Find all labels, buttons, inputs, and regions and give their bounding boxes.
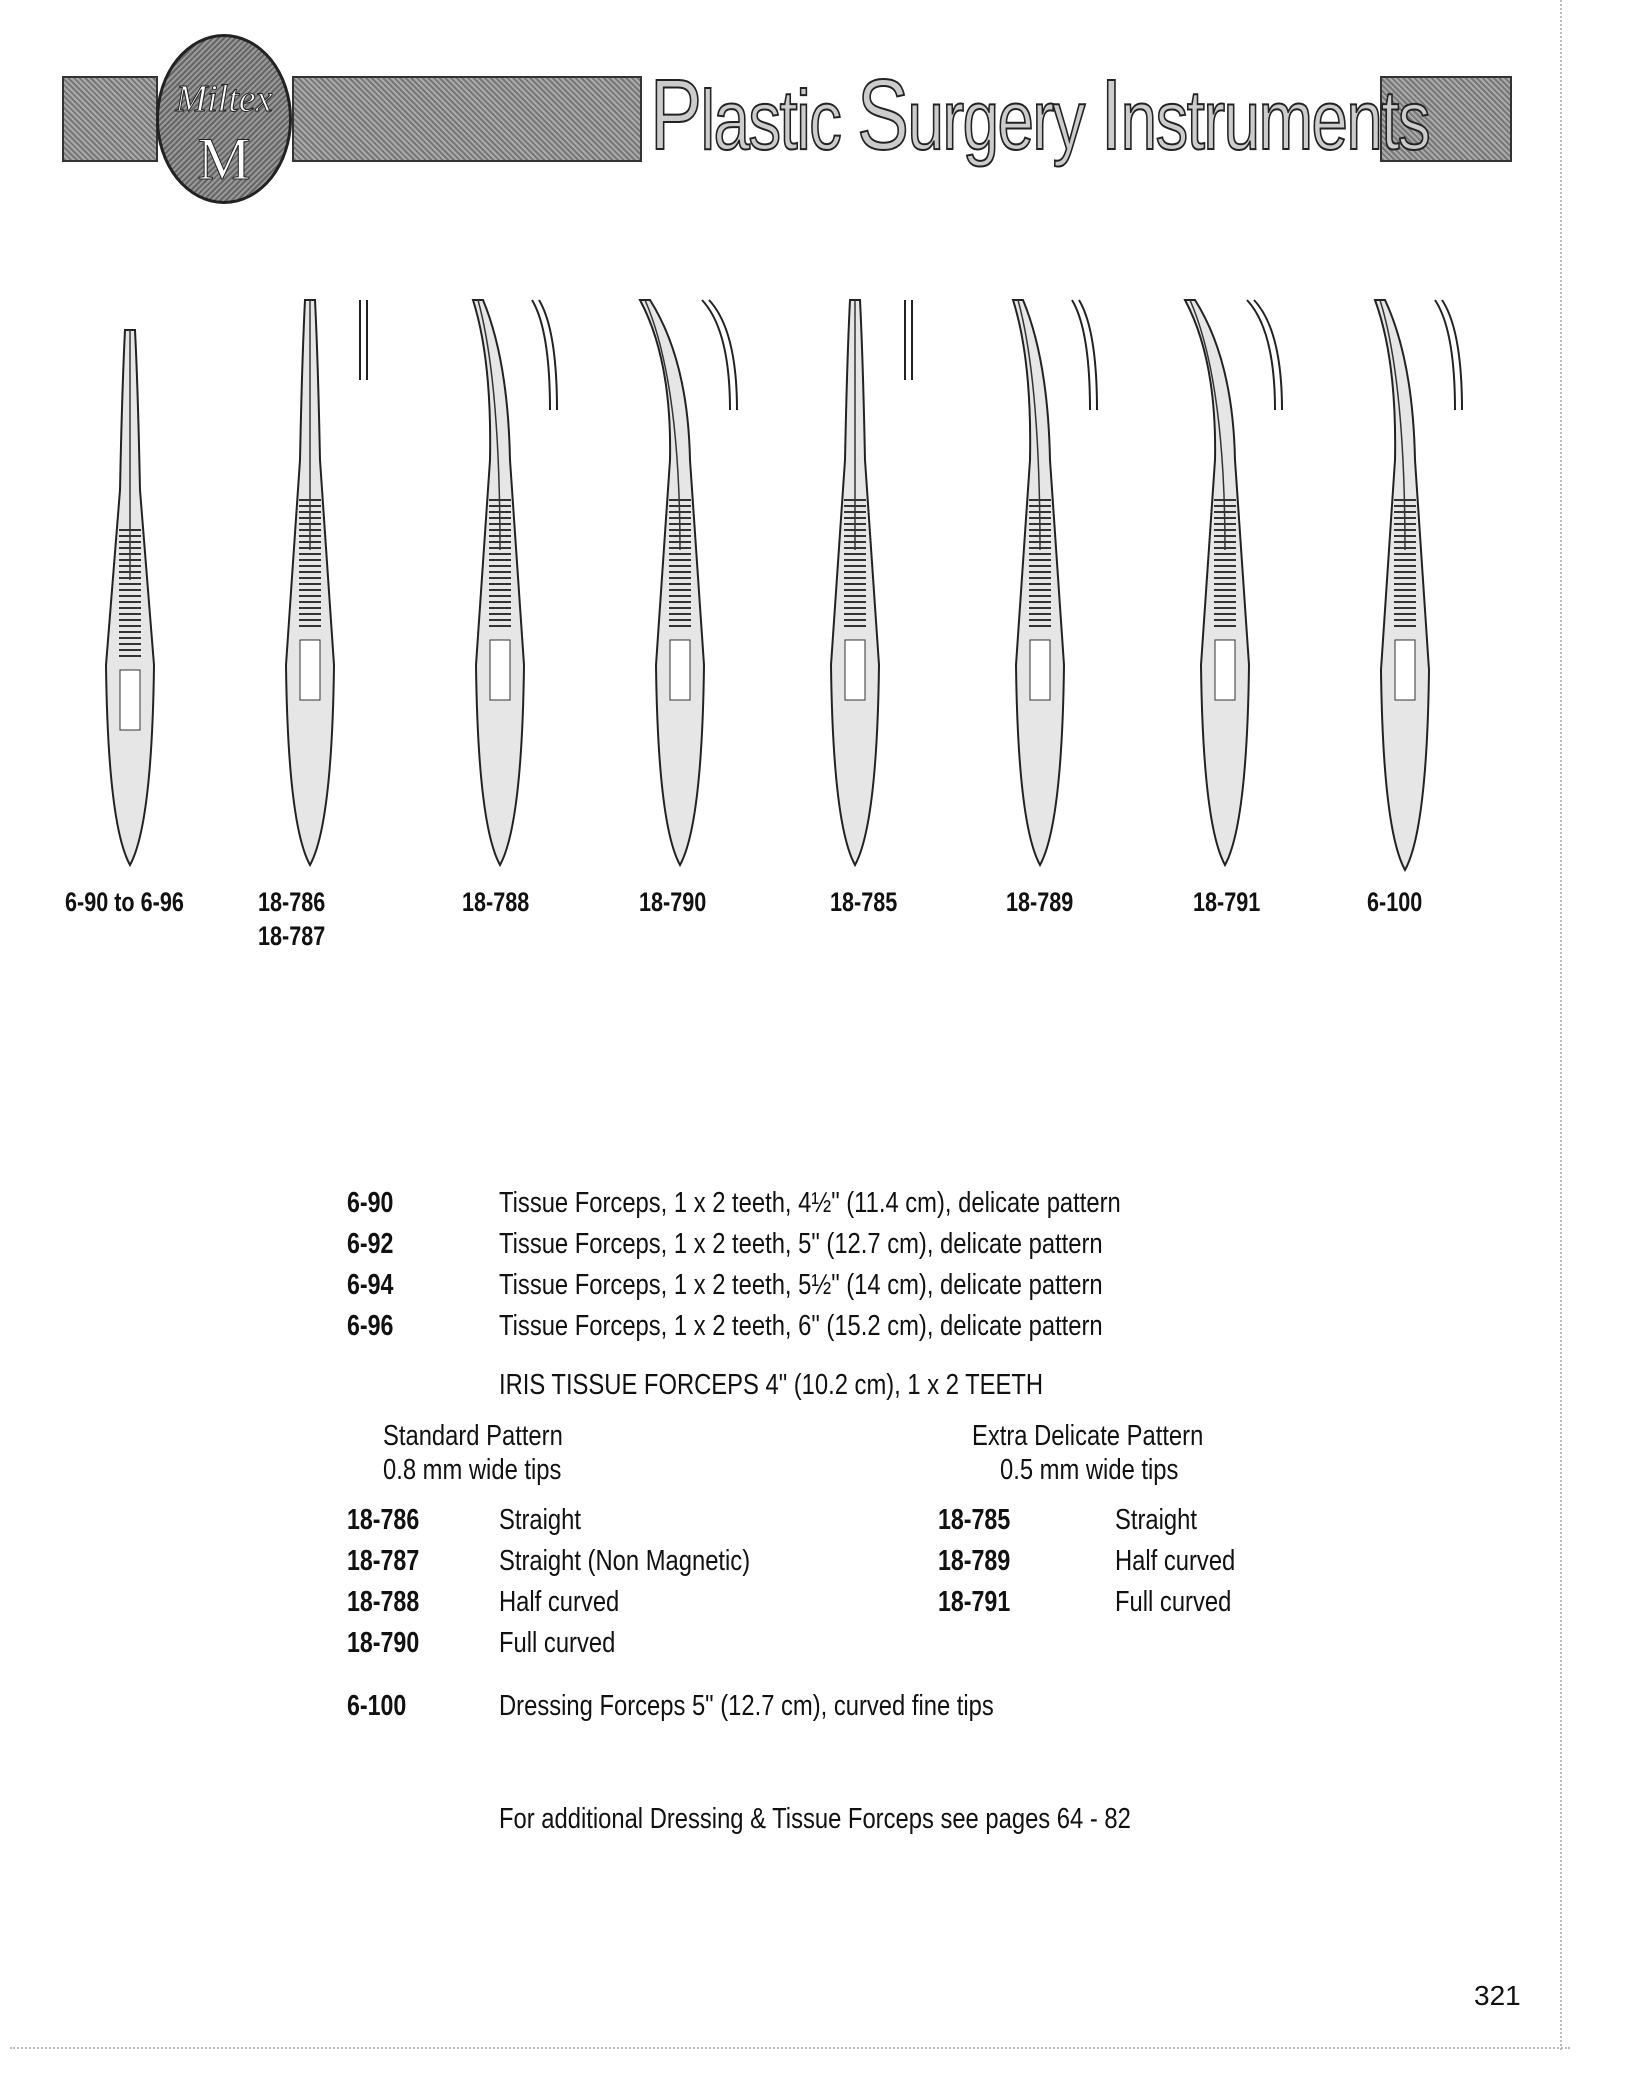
page-edge-bottom bbox=[10, 2047, 1570, 2049]
product-code: 18-785 bbox=[938, 1504, 1011, 1536]
figure-label: 18-788 bbox=[462, 887, 530, 917]
product-code: 18-791 bbox=[938, 1586, 1011, 1618]
product-code: 6-92 bbox=[347, 1228, 394, 1260]
product-description: Full curved bbox=[1115, 1586, 1232, 1618]
product-description: Dressing Forceps 5" (12.7 cm), curved fine tips bbox=[499, 1690, 994, 1722]
title-text: nstruments bbox=[1120, 73, 1430, 167]
product-description: Full curved bbox=[499, 1627, 616, 1659]
title-text: urgery bbox=[907, 73, 1101, 167]
title-text: lastic bbox=[700, 73, 858, 167]
forceps-illustration bbox=[286, 300, 367, 865]
product-description: Tissue Forceps, 1 x 2 teeth, 6" (15.2 cm), delicate pattern bbox=[499, 1310, 1103, 1342]
product-code: 18-790 bbox=[347, 1627, 420, 1659]
product-code: 18-788 bbox=[347, 1586, 420, 1618]
instrument-illustrations bbox=[0, 280, 1560, 880]
page-edge-right bbox=[1560, 0, 1562, 2050]
product-description: Tissue Forceps, 1 x 2 teeth, 5" (12.7 cm), delicate pattern bbox=[499, 1228, 1103, 1260]
product-code: 6-100 bbox=[347, 1690, 407, 1722]
forceps-illustration bbox=[1375, 300, 1462, 870]
product-description: Tissue Forceps, 1 x 2 teeth, 4½" (11.4 cm), delicate pattern bbox=[499, 1187, 1121, 1219]
header-bar-left bbox=[62, 76, 158, 162]
forceps-illustration bbox=[1185, 300, 1282, 865]
figure-label: 18-789 bbox=[1006, 887, 1074, 917]
miltex-logo: Miltex M bbox=[156, 34, 292, 204]
forceps-illustration bbox=[831, 300, 912, 865]
figure-label: 18-791 bbox=[1193, 887, 1261, 917]
column-title: Extra Delicate Pattern bbox=[972, 1420, 1204, 1452]
product-description: Straight (Non Magnetic) bbox=[499, 1545, 751, 1577]
column-subtitle: 0.8 mm wide tips bbox=[383, 1454, 562, 1486]
title-initial: S bbox=[857, 59, 908, 171]
column-title: Standard Pattern bbox=[383, 1420, 563, 1452]
forceps-illustration bbox=[1013, 300, 1097, 865]
product-code: 18-786 bbox=[347, 1504, 420, 1536]
figure-label: 18-786 bbox=[258, 887, 326, 917]
page-number: 321 bbox=[1474, 1980, 1521, 2011]
figure-label: 18-785 bbox=[830, 887, 898, 917]
forceps-illustration bbox=[106, 330, 154, 865]
page-title bbox=[650, 58, 1429, 173]
figure-label: 6-90 to 6-96 bbox=[65, 887, 184, 917]
product-description: Half curved bbox=[499, 1586, 620, 1618]
title-initial: P bbox=[650, 59, 701, 171]
product-description: Tissue Forceps, 1 x 2 teeth, 5½" (14 cm), delicate pattern bbox=[499, 1269, 1103, 1301]
section-heading: IRIS TISSUE FORCEPS 4" (10.2 cm), 1 x 2 TEETH bbox=[499, 1369, 1044, 1401]
forceps-illustration bbox=[640, 300, 737, 865]
header-bar-middle bbox=[292, 76, 642, 162]
column-subtitle: 0.5 mm wide tips bbox=[1000, 1454, 1179, 1486]
footer-note: For additional Dressing & Tissue Forceps see pages 64 - 82 bbox=[499, 1803, 1131, 1835]
product-description: Straight bbox=[499, 1504, 581, 1536]
product-code: 6-94 bbox=[347, 1269, 394, 1301]
figure-label: 6-100 bbox=[1367, 887, 1423, 917]
product-code: 6-96 bbox=[347, 1310, 394, 1342]
title-initial: I bbox=[1100, 59, 1121, 171]
product-description: Straight bbox=[1115, 1504, 1197, 1536]
product-code: 18-789 bbox=[938, 1545, 1011, 1577]
figure-label: 18-787 bbox=[258, 921, 326, 951]
product-description: Half curved bbox=[1115, 1545, 1236, 1577]
product-code: 18-787 bbox=[347, 1545, 420, 1577]
figure-label: 18-790 bbox=[639, 887, 707, 917]
forceps-illustration bbox=[473, 300, 557, 865]
product-code: 6-90 bbox=[347, 1187, 394, 1219]
